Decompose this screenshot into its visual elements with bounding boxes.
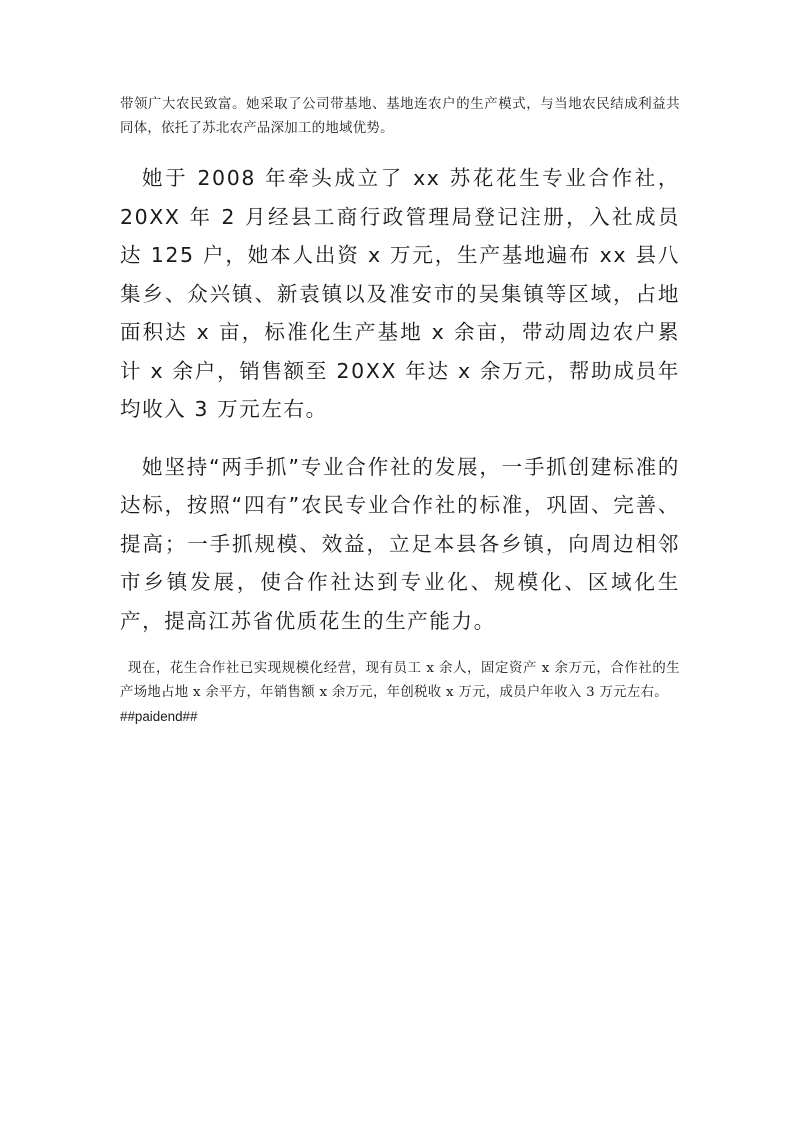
paragraph-founding: 她于 2008 年牵头成立了 xx 苏花花生专业合作社，20XX 年 2 月经县工商行政管理局登记注册，入社成员达 125 户，她本人出资 x 万元，生产基地遍布 xx 县八集乡、众兴镇、新袁镇以及准安市的吴集镇等区域，占地面积达 x 亩，标准化生产基地 x 余亩，带动周边农户累计 x 余户，销售额至 20XX 年达 x 余万元，帮助成员年均收入 3 万元左右。 xyxy=(120,166,680,421)
paragraph-intro: 带领广大农民致富。她采取了公司带基地、基地连农户的生产模式，与当地农民结成利益共同体，依托了苏北农产品深加工的地域优势。 xyxy=(120,97,680,136)
document-page xyxy=(120,93,680,729)
end-marker: ##paidend## xyxy=(120,709,198,724)
paragraph-current-status: 现在，花生合作社已实现规模化经营，现有员工 x 余人，固定资产 x 余万元，合作社的生产场地占地 x 余平方，年销售额 x 余万元，年创税收 x 万元，成员户年收入 3 万元左右。 xyxy=(120,661,680,700)
paragraph-two-hands: 她坚持“两手抓”专业合作社的发展，一手抓创建标准的达标，按照“四有”农民专业合作社的标准，巩固、完善、提高；一手抓规模、效益，立足本县各乡镇，向周边相邻市乡镇发展，使合作社达到专业化、规模化、区域化生产，提高江苏省优质花生的生产能力。 xyxy=(120,454,680,633)
